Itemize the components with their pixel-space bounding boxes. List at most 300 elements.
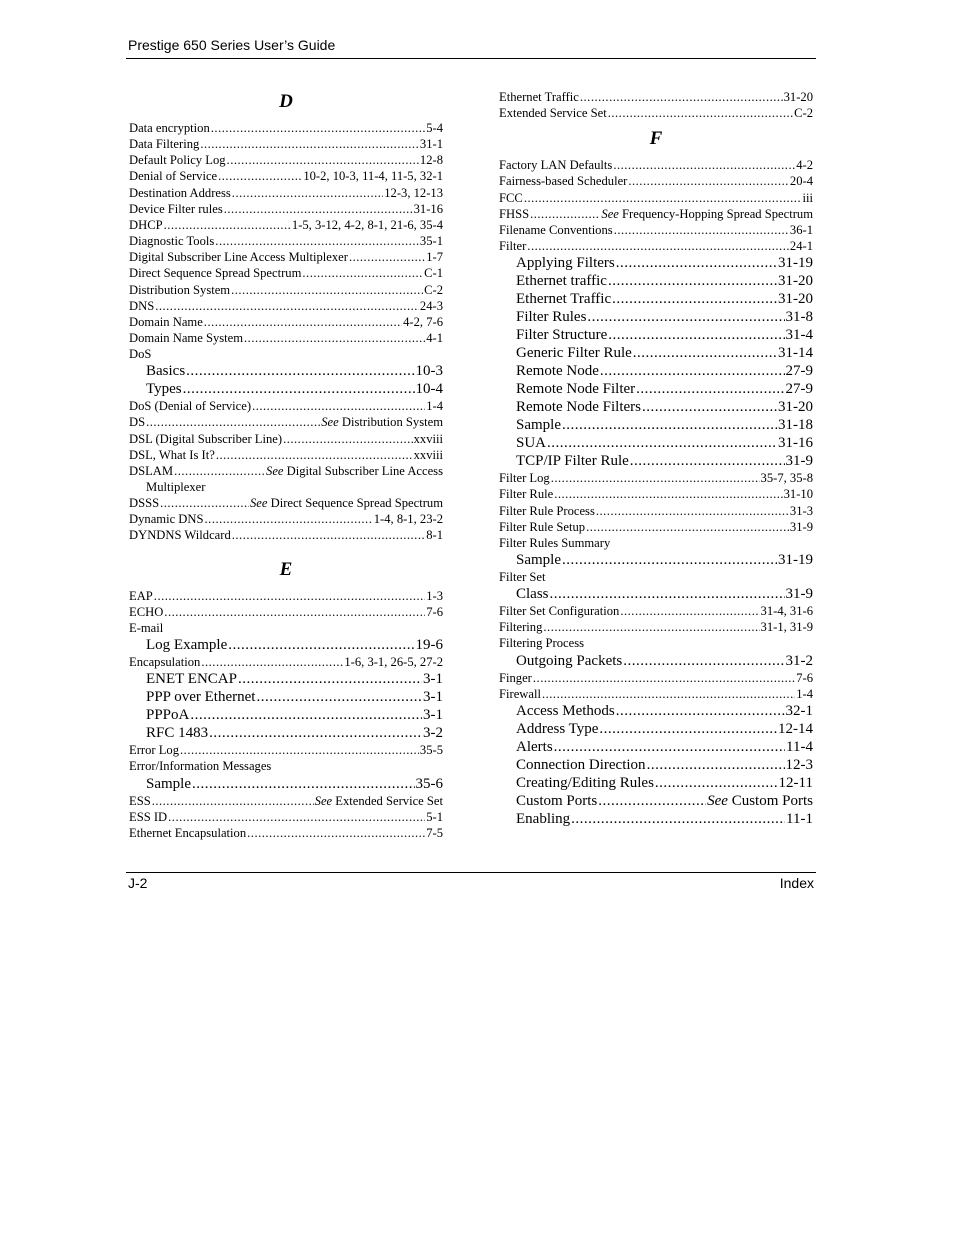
index-subentry <box>516 362 813 380</box>
dot-leader <box>224 201 413 217</box>
dot-leader <box>252 398 425 414</box>
reference-text: 4-2, 7-6 <box>403 314 443 329</box>
page-reference <box>414 447 443 463</box>
index-entry <box>499 470 813 486</box>
reference-text: 31-20 <box>778 399 813 416</box>
page-reference <box>426 398 443 414</box>
reference-text: 11-1 <box>786 810 813 827</box>
reference-text: Frequency-Hopping Spread Spectrum <box>622 206 813 221</box>
index-term: Basics <box>146 363 186 380</box>
page-reference <box>786 326 814 344</box>
dot-leader <box>586 519 789 535</box>
index-term: DSL (Digital Subscriber Line) <box>129 431 283 446</box>
dot-leader <box>205 511 373 527</box>
index-term: Ethernet Encapsulation <box>129 825 247 840</box>
index-subentry <box>516 254 813 272</box>
dot-leader <box>190 706 422 724</box>
reference-text: 31-16 <box>413 201 443 216</box>
page-reference <box>786 308 814 326</box>
reference-text: 19-6 <box>415 637 443 654</box>
index-term: PPP over Ethernet <box>146 689 256 706</box>
page-reference <box>321 414 443 430</box>
reference-text: Custom Ports <box>731 792 813 809</box>
index-subentry <box>516 756 813 774</box>
page-reference <box>707 792 813 810</box>
dot-leader <box>232 185 383 201</box>
page-reference <box>403 314 443 330</box>
reference-text: 20-4 <box>789 174 813 189</box>
index-subentry <box>516 585 813 603</box>
index-term: Multiplexer <box>146 480 206 494</box>
reference-text: 1-4 <box>426 399 443 414</box>
dot-leader <box>209 724 422 742</box>
index-entry <box>129 604 443 620</box>
reference-text: Digital Subscriber Line Access <box>286 463 443 478</box>
index-term: Address Type <box>516 720 599 737</box>
reference-text: 31-16 <box>778 435 813 452</box>
index-term: Filename Conventions <box>499 222 613 237</box>
dot-leader <box>218 168 302 184</box>
index-entry <box>129 758 443 774</box>
index-term: Filter Log <box>499 471 550 486</box>
page-reference <box>778 344 813 362</box>
reference-text: 35-1 <box>419 234 443 249</box>
dot-leader <box>616 254 777 272</box>
dot-leader <box>543 619 759 635</box>
index-term: Digital Subscriber Line Access Multiplexer <box>129 250 348 265</box>
reference-text: 31-9 <box>789 519 813 534</box>
running-header <box>128 37 816 53</box>
dot-leader <box>571 810 785 828</box>
dot-leader <box>244 330 425 346</box>
index-term: Access Methods <box>516 702 615 719</box>
reference-text: C-2 <box>794 106 813 121</box>
reference-text: 11-4 <box>786 738 813 755</box>
reference-text: 31-9 <box>785 453 813 470</box>
page-reference <box>786 810 813 828</box>
index-term: DS <box>129 415 146 430</box>
reference-text: 10-2, 10-3, 11-4, 11-5, 32-1 <box>303 169 443 184</box>
page-reference <box>786 738 813 756</box>
dot-leader <box>215 233 419 249</box>
reference-text: 36-1 <box>789 222 813 237</box>
page-reference <box>784 486 813 502</box>
index-entry <box>129 201 443 217</box>
index-term: Diagnostic Tools <box>129 234 215 249</box>
page-reference <box>426 330 443 346</box>
index-entry <box>499 603 813 619</box>
page-reference <box>423 724 443 742</box>
index-term: Destination Address <box>129 185 231 200</box>
index-entry <box>129 620 443 636</box>
index-term: Filter Rule <box>499 487 554 502</box>
index-subentry <box>146 775 443 793</box>
dot-leader <box>186 362 414 380</box>
dot-leader <box>349 249 425 265</box>
page-reference <box>423 670 443 688</box>
reference-text: 31-3 <box>789 503 813 518</box>
dot-leader <box>551 470 760 486</box>
page-reference <box>779 774 813 792</box>
reference-text: 24-3 <box>419 298 443 313</box>
index-term: ESS ID <box>129 809 168 824</box>
dot-leader <box>547 434 777 452</box>
page-reference <box>786 652 814 670</box>
dot-leader <box>238 670 422 688</box>
index-term: ENET ENCAP <box>146 671 237 688</box>
page-reference <box>423 706 443 724</box>
page-reference <box>601 206 813 222</box>
page-reference <box>292 217 443 233</box>
index-term: Error/Information Messages <box>129 759 272 774</box>
index-term: FCC <box>499 190 523 205</box>
page-reference <box>426 604 443 620</box>
index-entry <box>499 238 813 254</box>
page-reference <box>416 636 444 654</box>
reference-text: 12-11 <box>778 774 813 791</box>
dot-leader <box>647 756 785 774</box>
dot-leader <box>630 452 785 470</box>
index-entry <box>129 152 443 168</box>
index-term: Custom Ports <box>516 792 598 809</box>
reference-text: 31-20 <box>778 273 813 290</box>
dot-leader <box>542 686 795 702</box>
reference-text: 31-20 <box>783 90 813 104</box>
page-reference <box>778 272 813 290</box>
index-term: Filter Rules <box>516 309 587 326</box>
index-term: Ethernet traffic <box>516 273 607 290</box>
reference-text: 31-2 <box>785 652 813 669</box>
dot-leader <box>231 282 423 298</box>
dot-leader <box>554 486 782 502</box>
index-term: Remote Node <box>516 363 599 380</box>
page-reference <box>796 670 813 686</box>
index-term: Creating/Editing Rules <box>516 774 654 791</box>
index-subentry <box>146 688 443 706</box>
index-subentry <box>146 724 443 742</box>
index-entry <box>129 136 443 152</box>
index-term: Denial of Service <box>129 169 218 184</box>
dot-leader <box>614 222 789 238</box>
index-term: DHCP <box>129 217 163 232</box>
index-subentry <box>516 551 813 569</box>
index-entry <box>129 298 443 314</box>
page-reference <box>761 619 813 635</box>
page-reference <box>778 416 813 434</box>
page-reference <box>414 201 443 217</box>
page-reference <box>384 185 443 201</box>
reference-text: 3-2 <box>423 725 443 742</box>
page-reference <box>426 825 443 841</box>
index-term: Distribution System <box>129 282 231 297</box>
reference-text: 31-1 <box>419 137 443 152</box>
page-reference <box>426 588 443 604</box>
index-term: Enabling <box>516 810 571 827</box>
reference-text: 31-9 <box>785 586 813 603</box>
index-term: Domain Name <box>129 314 203 329</box>
page-reference <box>786 702 814 720</box>
index-term: Filter Rule Setup <box>499 519 586 534</box>
index-subentry <box>516 810 813 828</box>
dot-leader <box>183 380 415 398</box>
index-term: Remote Node Filters <box>516 399 641 416</box>
page-reference <box>790 238 813 254</box>
index-subentry <box>516 774 813 792</box>
index-entry <box>129 217 443 233</box>
index-subentry <box>516 398 813 416</box>
page-reference <box>778 290 813 308</box>
reference-text: C-1 <box>424 266 443 281</box>
index-subentry <box>516 792 813 810</box>
page-reference <box>416 380 444 398</box>
section-letter: F <box>649 128 663 150</box>
index-term: Data encryption <box>129 121 210 135</box>
dot-leader <box>227 152 419 168</box>
dot-leader <box>608 272 777 290</box>
index-entry <box>499 619 813 635</box>
page-reference <box>416 362 444 380</box>
index-entry <box>129 282 443 298</box>
dot-leader <box>562 551 777 569</box>
dot-leader <box>228 636 414 654</box>
page-reference <box>786 380 814 398</box>
index-term: Log Example <box>146 637 228 654</box>
index-subentry <box>516 720 813 738</box>
index-term: DSL, What Is It? <box>129 447 215 462</box>
reference-text: 32-1 <box>785 702 813 719</box>
index-entry <box>499 635 813 651</box>
index-subentry <box>516 272 813 290</box>
index-entry <box>499 157 813 173</box>
index-term: Remote Node Filter <box>516 381 636 398</box>
index-term: Domain Name System <box>129 330 244 345</box>
dot-leader <box>596 503 789 519</box>
index-term: Filtering Process <box>499 636 585 651</box>
page-reference <box>778 720 813 738</box>
index-entry <box>129 793 443 809</box>
index-term: Connection Direction <box>516 756 646 773</box>
index-term: SUA <box>516 435 547 452</box>
page-reference <box>786 362 814 380</box>
dot-leader <box>283 431 413 447</box>
index-entry <box>129 249 443 265</box>
index-term: DoS <box>129 347 152 362</box>
index-entry <box>129 654 443 670</box>
reference-text: 1-4, 8-1, 23-2 <box>373 512 443 527</box>
reference-text: 8-1 <box>426 528 443 543</box>
reference-text: 1-6, 3-1, 26-5, 27-2 <box>344 655 443 670</box>
dot-leader <box>612 290 777 308</box>
page-reference <box>344 654 443 670</box>
index-term: Finger <box>499 670 532 685</box>
reference-text: 31-19 <box>778 255 813 272</box>
dot-leader <box>628 173 789 189</box>
page-reference <box>420 742 443 758</box>
dot-leader <box>599 720 777 738</box>
dot-leader <box>302 265 423 281</box>
reference-text: 35-7, 35-8 <box>760 471 813 486</box>
dot-leader <box>620 603 759 619</box>
page-reference <box>303 168 443 184</box>
page-reference <box>423 688 443 706</box>
page-reference <box>778 434 813 452</box>
page-reference <box>784 89 813 105</box>
dot-leader <box>608 326 784 344</box>
index-term: Outgoing Packets <box>516 652 623 669</box>
reference-text: 3-1 <box>423 689 443 706</box>
dot-leader <box>550 585 785 603</box>
reference-text: 1-3 <box>426 588 443 603</box>
dot-leader <box>160 495 249 511</box>
dot-leader <box>200 136 419 152</box>
reference-text: 31-19 <box>778 551 813 568</box>
page-reference <box>266 463 443 479</box>
index-term: RFC 1483 <box>146 725 209 742</box>
dot-leader <box>554 738 785 756</box>
dot-leader <box>155 298 419 314</box>
dot-leader <box>587 308 784 326</box>
index-entry <box>129 809 443 825</box>
index-entry <box>129 330 443 346</box>
dot-leader <box>201 654 343 670</box>
index-subentry <box>146 670 443 688</box>
dot-leader <box>154 588 425 604</box>
dot-leader <box>608 105 793 121</box>
index-term: Error Log <box>129 743 180 758</box>
index-entry <box>499 569 813 585</box>
index-entry <box>499 206 813 222</box>
index-entry <box>129 588 443 604</box>
dot-leader <box>598 792 706 810</box>
index-subentry <box>516 738 813 756</box>
reference-text: 31-14 <box>778 345 813 362</box>
page-reference <box>420 233 443 249</box>
dot-leader <box>256 688 422 706</box>
index-entry <box>129 265 443 281</box>
page-reference <box>796 157 813 173</box>
index-entry <box>499 519 813 535</box>
reference-text: 12-3 <box>785 756 813 773</box>
dot-leader <box>600 362 785 380</box>
dot-leader <box>633 344 777 362</box>
see-label: See <box>601 206 619 221</box>
index-term: Applying Filters <box>516 255 615 272</box>
reference-text: 35-5 <box>419 743 443 758</box>
page-reference <box>790 173 813 189</box>
index-subentry <box>516 344 813 362</box>
reference-text: xxviii <box>413 447 443 462</box>
index-term: Types <box>146 381 182 398</box>
index-term: ECHO <box>129 604 164 619</box>
index-term: Ethernet Traffic <box>499 90 579 104</box>
index-term: Device Filter rules <box>129 201 223 216</box>
index-term: TCP/IP Filter Rule <box>516 453 629 470</box>
page-reference <box>416 775 444 793</box>
index-term: Ethernet Traffic <box>516 291 612 308</box>
reference-text: 7-6 <box>796 670 813 685</box>
page-reference <box>315 793 443 809</box>
index-term: Class <box>516 586 549 603</box>
index-entry <box>499 222 813 238</box>
index-entry <box>499 173 813 189</box>
index-term: Sample <box>516 551 561 568</box>
index-term: Data Filtering <box>129 137 200 152</box>
index-entry <box>499 686 813 702</box>
dot-leader <box>562 416 777 434</box>
reference-text: 31-8 <box>785 309 813 326</box>
index-entry <box>499 503 813 519</box>
page-reference <box>778 254 813 272</box>
index-term: DYNDNS Wildcard <box>129 528 231 543</box>
index-entry <box>129 463 443 479</box>
page-reference <box>420 298 443 314</box>
page-reference <box>250 495 443 511</box>
index-term: Alerts <box>516 738 553 755</box>
dot-leader <box>623 652 784 670</box>
page-reference <box>803 190 814 206</box>
index-subentry <box>146 706 443 724</box>
reference-text: 4-1 <box>426 330 443 345</box>
index-term: Firewall <box>499 686 541 701</box>
reference-text: 27-9 <box>785 363 813 380</box>
reference-text: Direct Sequence Spread Spectrum <box>270 496 443 511</box>
footer-section-name: Index <box>779 875 814 891</box>
dot-leader <box>152 793 314 809</box>
reference-text: 10-3 <box>415 363 443 380</box>
reference-text: 31-1, 31-9 <box>760 620 813 635</box>
dot-leader <box>216 447 413 463</box>
dot-leader <box>204 314 402 330</box>
reference-text: 3-1 <box>423 671 443 688</box>
reference-text: 10-4 <box>415 381 443 398</box>
reference-text: xxviii <box>413 431 443 446</box>
page-reference <box>420 152 443 168</box>
index-term: PPPoA <box>146 707 190 724</box>
index-term: Generic Filter Rule <box>516 345 632 362</box>
index-subentry <box>516 434 813 452</box>
index-term: Filter <box>499 239 527 254</box>
reference-text: 31-10 <box>783 487 813 502</box>
reference-text: 1-4 <box>796 686 813 701</box>
see-label: See <box>249 496 268 511</box>
reference-text: 7-6 <box>426 604 443 619</box>
index-term: Filter Rule Process <box>499 503 595 518</box>
page-reference <box>761 470 813 486</box>
index-entry <box>129 527 443 543</box>
dot-leader <box>616 702 785 720</box>
reference-text: 4-2 <box>796 158 813 173</box>
dot-leader <box>533 670 795 686</box>
index-entry <box>129 185 443 201</box>
page-reference <box>790 503 813 519</box>
dot-leader <box>580 89 783 105</box>
reference-text: 24-1 <box>789 239 813 254</box>
index-subentry <box>516 380 813 398</box>
dot-leader <box>232 527 425 543</box>
index-term: FHSS <box>499 206 530 221</box>
index-entry <box>146 479 443 495</box>
index-term: E-mail <box>129 620 164 635</box>
reference-text: 27-9 <box>785 381 813 398</box>
index-term: Fairness-based Scheduler <box>499 174 628 189</box>
page-reference <box>761 603 813 619</box>
page-reference <box>426 809 443 825</box>
index-term: DNS <box>129 298 155 313</box>
index-term: Direct Sequence Spread Spectrum <box>129 266 302 281</box>
dot-leader <box>613 157 795 173</box>
index-entry <box>499 89 813 105</box>
header-rule <box>126 58 816 59</box>
